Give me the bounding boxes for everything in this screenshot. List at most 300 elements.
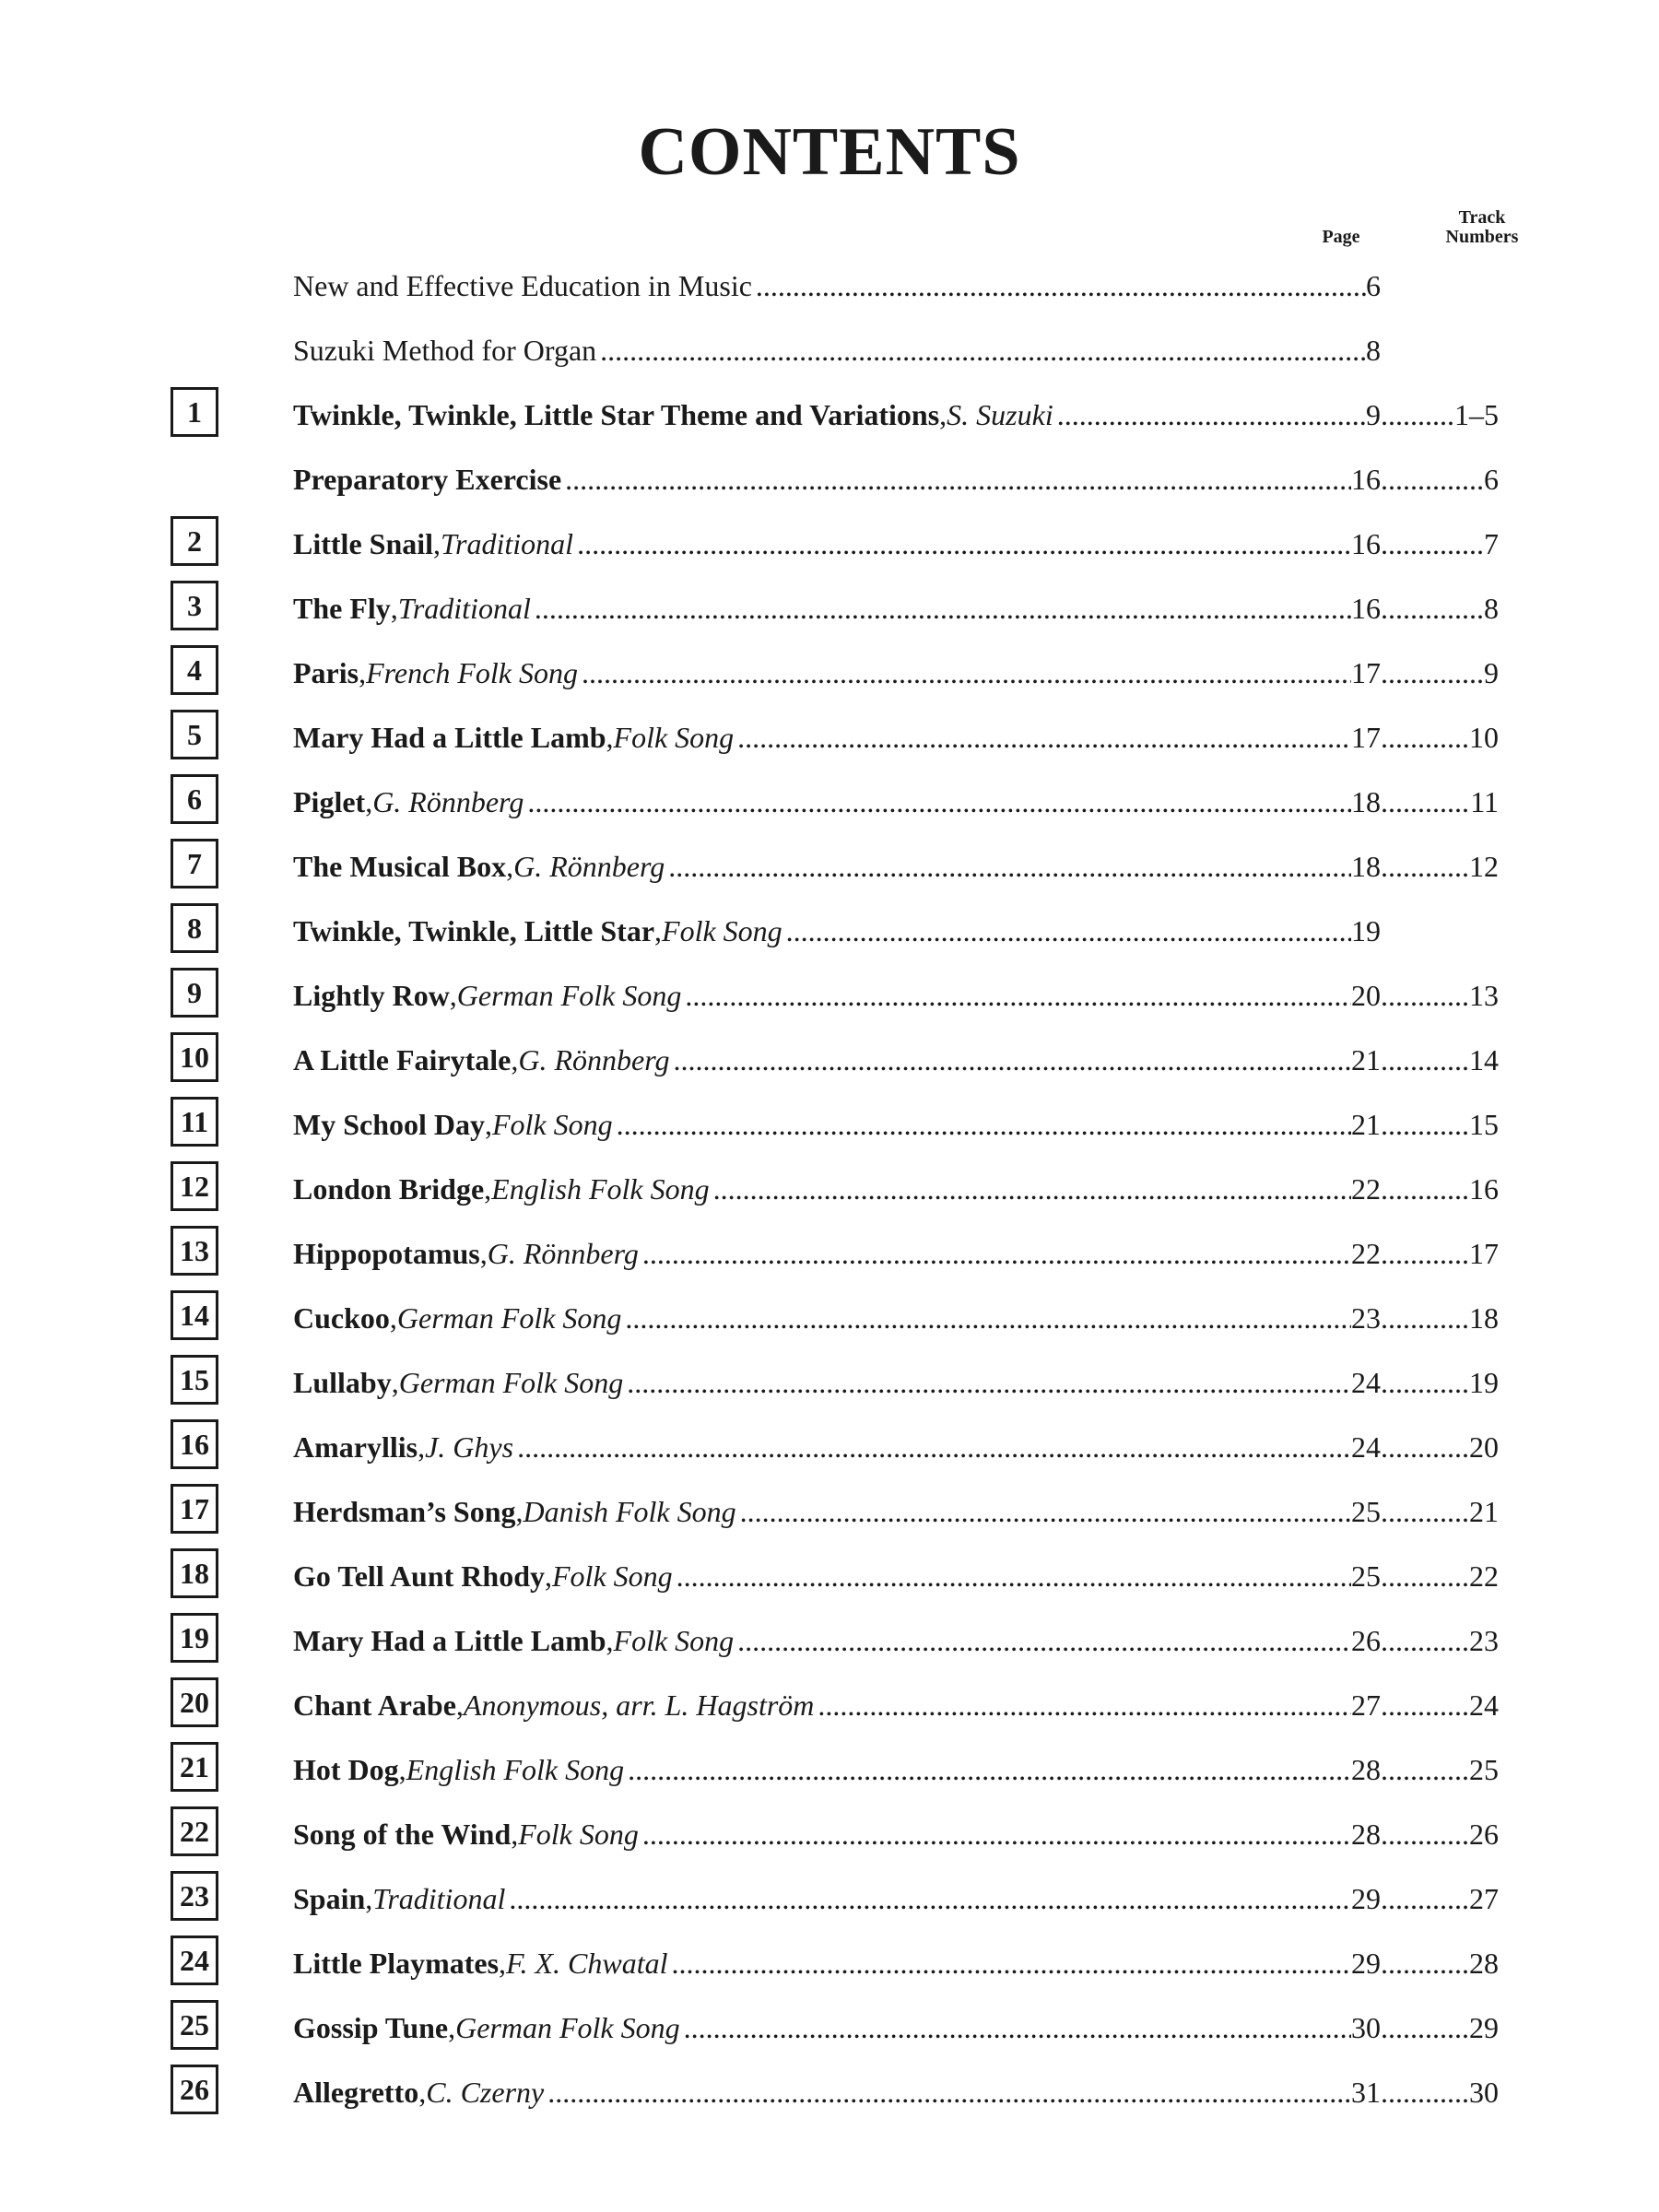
- track-cell: [1381, 524, 1499, 564]
- toc-entry-line: [293, 394, 1499, 435]
- dot-leader: [1381, 394, 1454, 435]
- entry-page-number: 28: [1351, 1753, 1381, 1786]
- piece-number-box: 7: [171, 839, 218, 888]
- dot-leader: [1381, 1427, 1469, 1467]
- entry-page-number: 26: [1351, 1624, 1381, 1657]
- track-cell: [1381, 1749, 1499, 1790]
- entry-title: Mary Had a Little Lamb: [293, 1624, 606, 1657]
- dot-leader: [740, 1491, 1351, 1532]
- dot-leader: [509, 1878, 1351, 1919]
- track-cell: [1381, 1491, 1499, 1532]
- entry-title: Hot Dog: [293, 1753, 399, 1786]
- dot-leader: [565, 459, 1351, 500]
- dot-leader: [627, 1362, 1351, 1403]
- dot-leader: [1381, 524, 1484, 564]
- entry-composer: English Folk Song: [491, 1172, 710, 1206]
- toc-entry-line: [293, 330, 1499, 371]
- dot-leader: [547, 2072, 1351, 2112]
- track-cell: [1381, 1556, 1499, 1596]
- track-cell: [1381, 1362, 1499, 1403]
- entry-page-number: 28: [1351, 1818, 1381, 1851]
- toc-entry-line: [293, 524, 1499, 564]
- toc-entry: [0, 774, 1659, 830]
- dot-leader: [625, 1298, 1351, 1338]
- dot-leader: [628, 1749, 1351, 1790]
- entry-page-number: 17: [1351, 721, 1381, 754]
- toc-entry: [0, 903, 1659, 959]
- entry-separator: ,: [389, 1301, 397, 1335]
- entry-separator: ,: [654, 914, 663, 947]
- toc-entry-line: [293, 1491, 1499, 1532]
- toc-entry: [0, 1226, 1659, 1281]
- track-cell: [1381, 1169, 1499, 1209]
- entry-separator: ,: [506, 850, 514, 883]
- entry-page-number: 18: [1351, 850, 1381, 883]
- dot-leader: [1381, 1298, 1469, 1338]
- entry-title: Go Tell Aunt Rhody: [293, 1559, 545, 1593]
- track-cell: [1381, 1233, 1499, 1274]
- entry-composer: Folk Song: [552, 1559, 673, 1593]
- entry-separator: ,: [418, 1430, 426, 1464]
- track-cell: [1381, 1620, 1499, 1661]
- dot-leader: [617, 1104, 1351, 1145]
- dot-leader: [1057, 394, 1366, 435]
- dot-leader: [642, 1814, 1351, 1854]
- track-numbers-column-header: Track Numbers: [1445, 207, 1519, 247]
- toc-entry: [0, 1871, 1659, 1926]
- entry-title: Spain: [293, 1882, 366, 1915]
- piece-number-box: 15: [171, 1355, 218, 1405]
- dot-leader: [668, 846, 1351, 887]
- entry-track-number: 22: [1469, 1559, 1499, 1593]
- toc-entry-line: [293, 1878, 1499, 1919]
- toc-entry: [0, 258, 1659, 313]
- piece-number-box: 22: [171, 1806, 218, 1856]
- entry-separator: ,: [449, 979, 457, 1012]
- entry-separator: ,: [455, 1688, 464, 1722]
- toc-entry: [0, 1290, 1659, 1346]
- entry-page-number: 16: [1351, 463, 1381, 496]
- entry-page-number: 19: [1351, 914, 1381, 947]
- entry-composer: Folk Song: [613, 1624, 735, 1657]
- entry-page-number: 21: [1351, 1108, 1381, 1141]
- entry-title: Mary Had a Little Lamb: [293, 721, 606, 754]
- entry-composer: Folk Song: [518, 1818, 639, 1851]
- track-cell: [1381, 1685, 1499, 1725]
- toc-entry: [0, 1032, 1659, 1088]
- entry-page-number: 18: [1351, 785, 1381, 818]
- entry-page-number: 21: [1351, 1043, 1381, 1077]
- entry-separator: ,: [479, 1237, 488, 1270]
- track-cell: [1381, 975, 1499, 1016]
- entry-title: Herdsman’s Song: [293, 1495, 516, 1528]
- toc-entry: [0, 581, 1659, 636]
- entry-title: New and Effective Education in Music: [293, 269, 752, 302]
- entry-composer: F. X. Chwatal: [506, 1947, 668, 1980]
- toc-entry-line: [293, 459, 1499, 500]
- entry-track-number: 30: [1469, 2076, 1499, 2109]
- track-cell: [1381, 1943, 1499, 1983]
- toc-entry: [0, 1097, 1659, 1152]
- entry-composer: Traditional: [372, 1882, 506, 1915]
- entry-title: My School Day: [293, 1108, 485, 1141]
- entry-page-number: 25: [1351, 1495, 1381, 1528]
- toc-entry-line: [293, 1104, 1499, 1145]
- piece-number-box: 13: [171, 1226, 218, 1276]
- toc-entry-line: [293, 1620, 1499, 1661]
- dot-leader: [1381, 782, 1470, 822]
- entry-composer: S. Suzuki: [947, 398, 1053, 431]
- entry-separator: ,: [545, 1559, 552, 1593]
- entry-separator: ,: [511, 1818, 519, 1851]
- toc-entry-line: [293, 2007, 1499, 2048]
- entry-title: Hippopotamus: [293, 1237, 480, 1270]
- track-cell: [1381, 2007, 1499, 2048]
- dot-leader: [527, 782, 1351, 822]
- entry-title: Twinkle, Twinkle, Little Star: [293, 914, 655, 947]
- entry-track-number: 25: [1469, 1753, 1499, 1786]
- toc-entry: [0, 968, 1659, 1023]
- entry-track-number: 15: [1469, 1108, 1499, 1141]
- entry-track-number: 1–5: [1454, 398, 1499, 431]
- dot-leader: [582, 653, 1351, 693]
- piece-number-box: 11: [171, 1097, 218, 1147]
- entry-track-number: 19: [1469, 1366, 1499, 1399]
- dot-leader: [677, 1556, 1351, 1596]
- entry-track-number: 9: [1484, 656, 1499, 689]
- entry-title: A Little Fairytale: [293, 1043, 512, 1077]
- track-cell: [1381, 1104, 1499, 1145]
- entry-composer: Traditional: [441, 527, 574, 560]
- entry-page-number: 27: [1351, 1688, 1381, 1722]
- entry-separator: ,: [433, 527, 441, 560]
- dot-leader: [1381, 653, 1484, 693]
- toc-entry-line: [293, 782, 1499, 822]
- entry-track-number: 18: [1469, 1301, 1499, 1335]
- toc-entry-line: [293, 265, 1499, 306]
- entry-composer: Anonymous, arr. L. Hagström: [463, 1688, 815, 1722]
- entry-page-number: 16: [1351, 592, 1381, 625]
- toc-entry: [0, 1484, 1659, 1539]
- entry-title: Suzuki Method for Organ: [293, 334, 597, 367]
- entry-title: Cuckoo: [293, 1301, 390, 1335]
- entry-track-number: 24: [1469, 1688, 1499, 1722]
- entry-composer: G. Rönnberg: [372, 785, 524, 818]
- entry-title: Twinkle, Twinkle, Little Star Theme and Variations: [293, 398, 940, 431]
- toc-entry: [0, 645, 1659, 700]
- entry-title: The Musical Box: [293, 850, 507, 883]
- entry-title: Amaryllis: [293, 1430, 418, 1464]
- entry-track-number: 10: [1469, 721, 1499, 754]
- toc-entry-line: [293, 1749, 1499, 1790]
- dot-leader: [1381, 1749, 1469, 1790]
- dot-leader: [1381, 1362, 1469, 1403]
- dot-leader: [756, 265, 1366, 306]
- toc-entry-line: [293, 588, 1499, 629]
- dot-leader: [1381, 1943, 1469, 1983]
- entry-title: Little Snail: [293, 527, 434, 560]
- dot-leader: [1381, 2007, 1469, 2048]
- track-cell: [1381, 1427, 1499, 1467]
- dot-leader: [517, 1427, 1351, 1467]
- dot-leader: [1381, 1814, 1469, 1854]
- entry-page-number: 9: [1366, 398, 1381, 431]
- piece-number-box: 21: [171, 1742, 218, 1792]
- piece-number-box: 26: [171, 2065, 218, 2114]
- entry-track-number: 16: [1469, 1172, 1499, 1206]
- dot-leader: [1381, 1491, 1469, 1532]
- entry-composer: Danish Folk Song: [523, 1495, 736, 1528]
- entry-title: Lightly Row: [293, 979, 450, 1012]
- piece-number-box: 8: [171, 903, 218, 953]
- dot-leader: [1381, 2072, 1469, 2112]
- entry-track-number: 6: [1484, 463, 1499, 496]
- entry-composer: German Folk Song: [398, 1366, 624, 1399]
- dot-leader: [684, 2007, 1351, 2048]
- page-title: CONTENTS: [638, 114, 1021, 190]
- toc-entry-line: [293, 2072, 1499, 2112]
- toc-entry-line: [293, 1427, 1499, 1467]
- entry-track-number: 11: [1470, 785, 1499, 818]
- entry-track-number: 23: [1469, 1624, 1499, 1657]
- entry-composer: C. Czerny: [426, 2076, 545, 2109]
- toc-entry-line: [293, 1298, 1499, 1338]
- toc-entry: [0, 1161, 1659, 1217]
- entry-page-number: 22: [1351, 1237, 1381, 1270]
- entry-page-number: 24: [1351, 1366, 1381, 1399]
- piece-number-box: 20: [171, 1677, 218, 1727]
- toc-entry: [0, 1742, 1659, 1797]
- entry-composer: G. Rönnberg: [518, 1043, 670, 1077]
- entry-separator: ,: [485, 1108, 492, 1141]
- toc-entry-line: [293, 975, 1499, 1016]
- entry-track-number: 26: [1469, 1818, 1499, 1851]
- toc-entry-line: [293, 653, 1499, 693]
- toc-entry: [0, 1355, 1659, 1410]
- piece-number-box: 1: [171, 387, 218, 437]
- toc-entry-line: [293, 1943, 1499, 1983]
- entry-title: Little Playmates: [293, 1947, 500, 1980]
- entry-title: Song of the Wind: [293, 1818, 512, 1851]
- piece-number-box: 16: [171, 1419, 218, 1469]
- entry-separator: ,: [390, 592, 398, 625]
- entry-separator: ,: [939, 398, 947, 431]
- entry-separator: ,: [365, 785, 373, 818]
- page-column-header: Page: [1322, 227, 1360, 247]
- entry-composer: French Folk Song: [366, 656, 578, 689]
- dot-leader: [600, 330, 1366, 371]
- dot-leader: [1381, 846, 1469, 887]
- entry-track-number: 29: [1469, 2011, 1499, 2044]
- piece-number-box: 14: [171, 1290, 218, 1340]
- entry-separator: ,: [499, 1947, 507, 1980]
- dot-leader: [685, 975, 1351, 1016]
- piece-number-box: 19: [171, 1613, 218, 1663]
- piece-number-box: 9: [171, 968, 218, 1018]
- piece-number-box: 3: [171, 581, 218, 630]
- toc-entry-line: [293, 1814, 1499, 1854]
- entry-separator: ,: [606, 1624, 614, 1657]
- toc-entry: [0, 1419, 1659, 1475]
- track-cell: [1381, 717, 1499, 758]
- track-cell: [1381, 782, 1499, 822]
- entry-composer: English Folk Song: [406, 1753, 625, 1786]
- entry-separator: ,: [365, 1882, 373, 1915]
- dot-leader: [737, 1620, 1351, 1661]
- piece-number-box: 23: [171, 1871, 218, 1921]
- toc-entry: [0, 1936, 1659, 1991]
- entry-composer: G. Rönnberg: [487, 1237, 639, 1270]
- dot-leader: [1381, 1556, 1469, 1596]
- piece-number-box: 10: [171, 1032, 218, 1082]
- piece-number-box: 2: [171, 516, 218, 566]
- entry-title: Lullaby: [293, 1366, 392, 1399]
- entry-track-number: 14: [1469, 1043, 1499, 1077]
- dot-leader: [671, 1943, 1351, 1983]
- entry-page-number: 16: [1351, 527, 1381, 560]
- entry-separator: ,: [515, 1495, 524, 1528]
- dot-leader: [1381, 1040, 1469, 1080]
- piece-number-box: 24: [171, 1936, 218, 1985]
- entry-composer: Folk Song: [492, 1108, 613, 1141]
- entry-page-number: 25: [1351, 1559, 1381, 1593]
- entry-track-number: 12: [1469, 850, 1499, 883]
- piece-number-box: 17: [171, 1484, 218, 1534]
- entry-page-number: 17: [1351, 656, 1381, 689]
- piece-number-box: 6: [171, 774, 218, 824]
- entry-separator: ,: [606, 721, 614, 754]
- dot-leader: [786, 911, 1351, 951]
- entry-track-number: 17: [1469, 1237, 1499, 1270]
- entry-composer: G. Rönnberg: [513, 850, 665, 883]
- toc-entry: [0, 516, 1659, 571]
- piece-number-box: 5: [171, 710, 218, 759]
- entry-separator: ,: [398, 1753, 406, 1786]
- dot-leader: [1381, 975, 1469, 1016]
- track-cell: [1381, 846, 1499, 887]
- entry-separator: ,: [484, 1172, 492, 1206]
- dot-leader: [1381, 1104, 1469, 1145]
- dot-leader: [1381, 1685, 1469, 1725]
- entry-track-number: 21: [1469, 1495, 1499, 1528]
- dot-leader: [1381, 1620, 1469, 1661]
- entry-title: The Fly: [293, 592, 391, 625]
- entry-page-number: 8: [1366, 334, 1381, 367]
- piece-number-box: 25: [171, 2000, 218, 2050]
- dot-leader: [1381, 459, 1484, 500]
- toc-entry-line: [293, 1685, 1499, 1725]
- entry-page-number: 24: [1351, 1430, 1381, 1464]
- dot-leader: [674, 1040, 1352, 1080]
- entry-separator: ,: [359, 656, 367, 689]
- piece-number-box: 18: [171, 1548, 218, 1598]
- entry-title: Allegretto: [293, 2076, 419, 2109]
- track-cell: [1381, 588, 1499, 629]
- entry-composer: German Folk Song: [455, 2011, 680, 2044]
- toc-entry: [0, 1677, 1659, 1733]
- dot-leader: [577, 524, 1351, 564]
- entry-composer: German Folk Song: [396, 1301, 622, 1335]
- toc-entry-line: [293, 1556, 1499, 1596]
- dot-leader: [1381, 588, 1484, 629]
- dot-leader: [713, 1169, 1351, 1209]
- entry-separator: ,: [391, 1366, 399, 1399]
- entry-separator: ,: [448, 2011, 456, 2044]
- entry-title: Preparatory Exercise: [293, 463, 562, 496]
- entry-title: Gossip Tune: [293, 2011, 449, 2044]
- toc-entry: [0, 710, 1659, 765]
- entry-page-number: 31: [1351, 2076, 1381, 2109]
- toc-entry: [0, 839, 1659, 894]
- track-cell: [1381, 653, 1499, 693]
- toc-entry: [0, 2065, 1659, 2120]
- entry-page-number: 20: [1351, 979, 1381, 1012]
- entry-page-number: 22: [1351, 1172, 1381, 1206]
- toc-entry: [0, 387, 1659, 442]
- toc-entry: [0, 2000, 1659, 2055]
- entry-page-number: 29: [1351, 1947, 1381, 1980]
- entry-track-number: 13: [1469, 979, 1499, 1012]
- entry-separator: ,: [511, 1043, 519, 1077]
- piece-number-box: 12: [171, 1161, 218, 1211]
- toc-entry: [0, 1548, 1659, 1604]
- dot-leader: [1381, 717, 1469, 758]
- entry-separator: ,: [418, 2076, 427, 2109]
- entry-track-number: 28: [1469, 1947, 1499, 1980]
- track-cell: [1381, 1040, 1499, 1080]
- dot-leader: [642, 1233, 1351, 1274]
- entry-track-number: 27: [1469, 1882, 1499, 1915]
- toc-entry-line: [293, 717, 1499, 758]
- track-cell: [1381, 459, 1499, 500]
- piece-number-box: 4: [171, 645, 218, 695]
- toc-entry-line: [293, 1169, 1499, 1209]
- entry-title: Chant Arabe: [293, 1688, 456, 1722]
- entry-track-number: 8: [1484, 592, 1499, 625]
- toc-entry: [0, 323, 1659, 378]
- dot-leader: [535, 588, 1351, 629]
- entry-page-number: 6: [1366, 269, 1381, 302]
- dot-leader: [1381, 1878, 1469, 1919]
- entry-track-number: 20: [1469, 1430, 1499, 1464]
- toc-entry: [0, 1613, 1659, 1668]
- entry-composer: Folk Song: [662, 914, 782, 947]
- entry-composer: German Folk Song: [456, 979, 682, 1012]
- entry-composer: Traditional: [397, 592, 531, 625]
- dot-leader: [1381, 1169, 1469, 1209]
- dot-leader: [818, 1685, 1351, 1725]
- track-cell: [1381, 1298, 1499, 1338]
- track-cell: [1381, 1814, 1499, 1854]
- toc-entry-line: [293, 1233, 1499, 1274]
- toc-entry-line: [293, 1362, 1499, 1403]
- toc-entry: [0, 1806, 1659, 1862]
- dot-leader: [1381, 1233, 1469, 1274]
- entry-composer: J. Ghys: [425, 1430, 514, 1464]
- dot-leader: [737, 717, 1351, 758]
- entry-title: London Bridge: [293, 1172, 485, 1206]
- track-cell: [1381, 1878, 1499, 1919]
- track-cell: [1381, 2072, 1499, 2112]
- toc-entry-line: [293, 911, 1499, 951]
- entry-page-number: 30: [1351, 2011, 1381, 2044]
- toc-entry-line: [293, 1040, 1499, 1080]
- track-cell: [1381, 394, 1499, 435]
- toc-entry-line: [293, 846, 1499, 887]
- entry-page-number: 29: [1351, 1882, 1381, 1915]
- entry-track-number: 7: [1484, 527, 1499, 560]
- entry-title: Paris: [293, 656, 359, 689]
